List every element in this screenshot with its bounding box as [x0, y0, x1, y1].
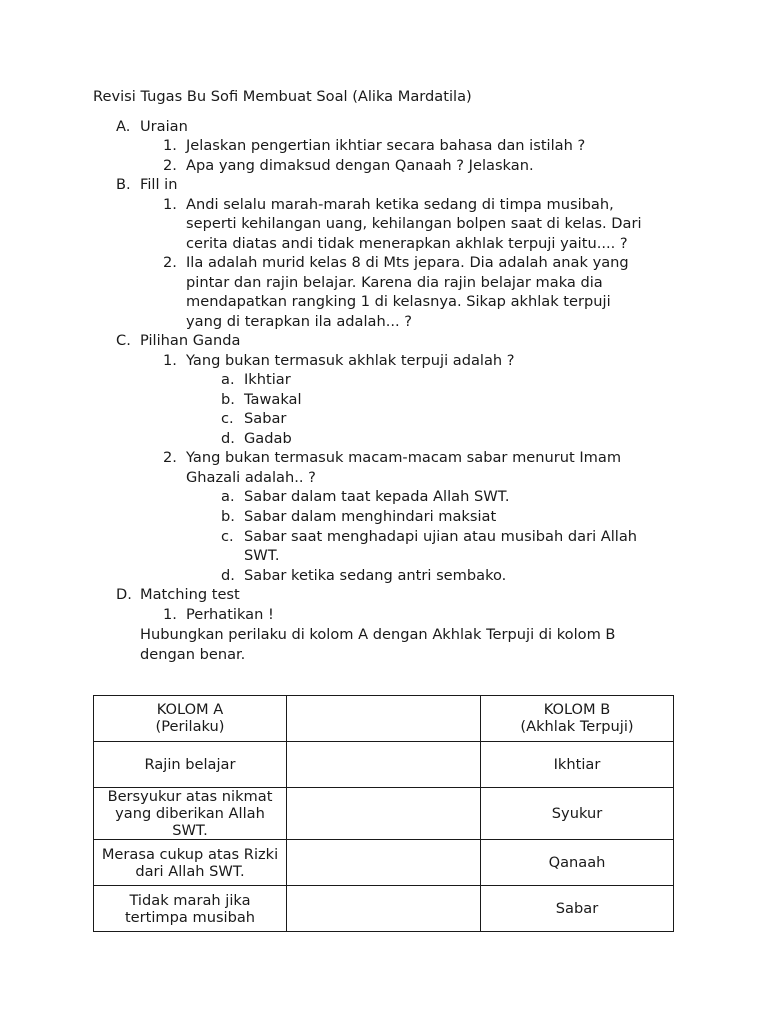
blank-column-cell [287, 840, 481, 886]
c-q2-option-text: Sabar saat menghadapi ujian atau musibah dari Allah [244, 528, 638, 545]
c-q1-option-text: Ikhtiar [244, 371, 291, 388]
c-q1-option-text: Tawakal [244, 391, 302, 408]
kolom-a-cell: Tidak marah jika tertimpa musibah [94, 886, 287, 932]
section-a-heading: Uraian [140, 118, 188, 135]
c-q1-marker: 1. [163, 352, 177, 369]
b-q2-line: pintar dan rajin belajar. Karena dia rajin belajar maka dia [186, 274, 603, 291]
kolom-a-cell: Bersyukur atas nikmat yang diberikan Allah SWT. [94, 788, 287, 840]
blank-column-cell [287, 788, 481, 840]
d-instruction-line: Hubungkan perilaku di kolom A dengan Akhlak Terpuji di kolom B [140, 626, 616, 643]
header-kolom-b [481, 696, 674, 742]
c-q2-option-text: Sabar dalam menghindari maksiat [244, 508, 497, 525]
c-q1-option-text: Gadab [244, 430, 292, 447]
kolom-b-cell: Qanaah [481, 840, 674, 886]
table-row [94, 886, 674, 932]
b-q1-line: seperti kehilangan uang, kehilangan bolpen saat di kelas. Dari [186, 215, 642, 232]
d-q1-text: Perhatikan ! [186, 606, 274, 623]
section-a-marker: A. [116, 118, 131, 135]
a-q1-text: Jelaskan pengertian ikhtiar secara bahasa dan istilah ? [186, 137, 586, 154]
a-q2-marker: 2. [163, 157, 177, 174]
kolom-b-cell: Sabar [481, 886, 674, 932]
section-c-heading: Pilihan Ganda [140, 332, 241, 349]
c-q1-option-marker: a. [221, 371, 235, 388]
blank-column-cell [287, 696, 481, 742]
header-kolom-a-title: KOLOM A [156, 701, 224, 718]
b-q1-marker: 1. [163, 196, 177, 213]
kolom-a-cell: Rajin belajar [94, 742, 287, 788]
b-q2-line: yang di terapkan ila adalah... ? [186, 313, 413, 330]
header-kolom-b-subtitle: (Akhlak Terpuji) [520, 718, 634, 735]
a-q2-text: Apa yang dimaksud dengan Qanaah ? Jelaskan. [186, 157, 534, 174]
section-d-heading: Matching test [140, 586, 240, 603]
kolom-a-cell: Merasa cukup atas Rizki dari Allah SWT. [94, 840, 287, 886]
b-q1-line: cerita diatas andi tidak menerapkan akhlak terpuji yaitu.... ? [186, 235, 628, 252]
kolom-b-cell: Syukur [481, 788, 674, 840]
a-q1-marker: 1. [163, 137, 177, 154]
c-q1-option-marker: c. [221, 410, 234, 427]
c-q2-marker: 2. [163, 449, 177, 466]
header-kolom-a-subtitle: (Perilaku) [155, 718, 225, 735]
d-instruction-line: dengan benar. [140, 646, 246, 663]
document-title: Revisi Tugas Bu Sofi Membuat Soal (Alika Mardatila) [93, 88, 472, 105]
table-row [94, 840, 674, 886]
c-q2-option-marker: c. [221, 528, 234, 545]
c-q1-option-text: Sabar [244, 410, 287, 427]
kolom-b-cell: Ikhtiar [481, 742, 674, 788]
c-q1-option-marker: d. [221, 430, 235, 447]
header-kolom-a [94, 696, 287, 742]
section-c-marker: C. [116, 332, 131, 349]
matching-table [93, 695, 674, 932]
section-b-heading: Fill in [140, 176, 178, 193]
section-b-marker: B. [116, 176, 131, 193]
blank-column-cell [287, 742, 481, 788]
table-row [94, 742, 674, 788]
d-q1-marker: 1. [163, 606, 177, 623]
b-q2-marker: 2. [163, 254, 177, 271]
c-q2-option-marker: d. [221, 567, 235, 584]
c-q2-option-text: Sabar ketika sedang antri sembako. [244, 567, 507, 584]
header-kolom-b-title: KOLOM B [543, 701, 611, 718]
b-q1-line: Andi selalu marah-marah ketika sedang di timpa musibah, [186, 196, 614, 213]
section-d-marker: D. [116, 586, 132, 603]
c-q2-line: Ghazali adalah.. ? [186, 469, 316, 486]
table-row [94, 788, 674, 840]
b-q2-line: Ila adalah murid kelas 8 di Mts jepara. Dia adalah anak yang [186, 254, 629, 271]
c-q1-text: Yang bukan termasuk akhlak terpuji adalah ? [186, 352, 515, 369]
c-q2-option-text: SWT. [244, 547, 280, 564]
c-q2-line: Yang bukan termasuk macam-macam sabar menurut Imam [186, 449, 622, 466]
table-header-row [94, 696, 674, 742]
c-q2-option-text: Sabar dalam taat kepada Allah SWT. [244, 488, 510, 505]
blank-column-cell [287, 886, 481, 932]
c-q2-option-marker: b. [221, 508, 235, 525]
c-q2-option-marker: a. [221, 488, 235, 505]
b-q2-line: mendapatkan rangking 1 di kelasnya. Sikap akhlak terpuji [186, 293, 611, 310]
c-q1-option-marker: b. [221, 391, 235, 408]
